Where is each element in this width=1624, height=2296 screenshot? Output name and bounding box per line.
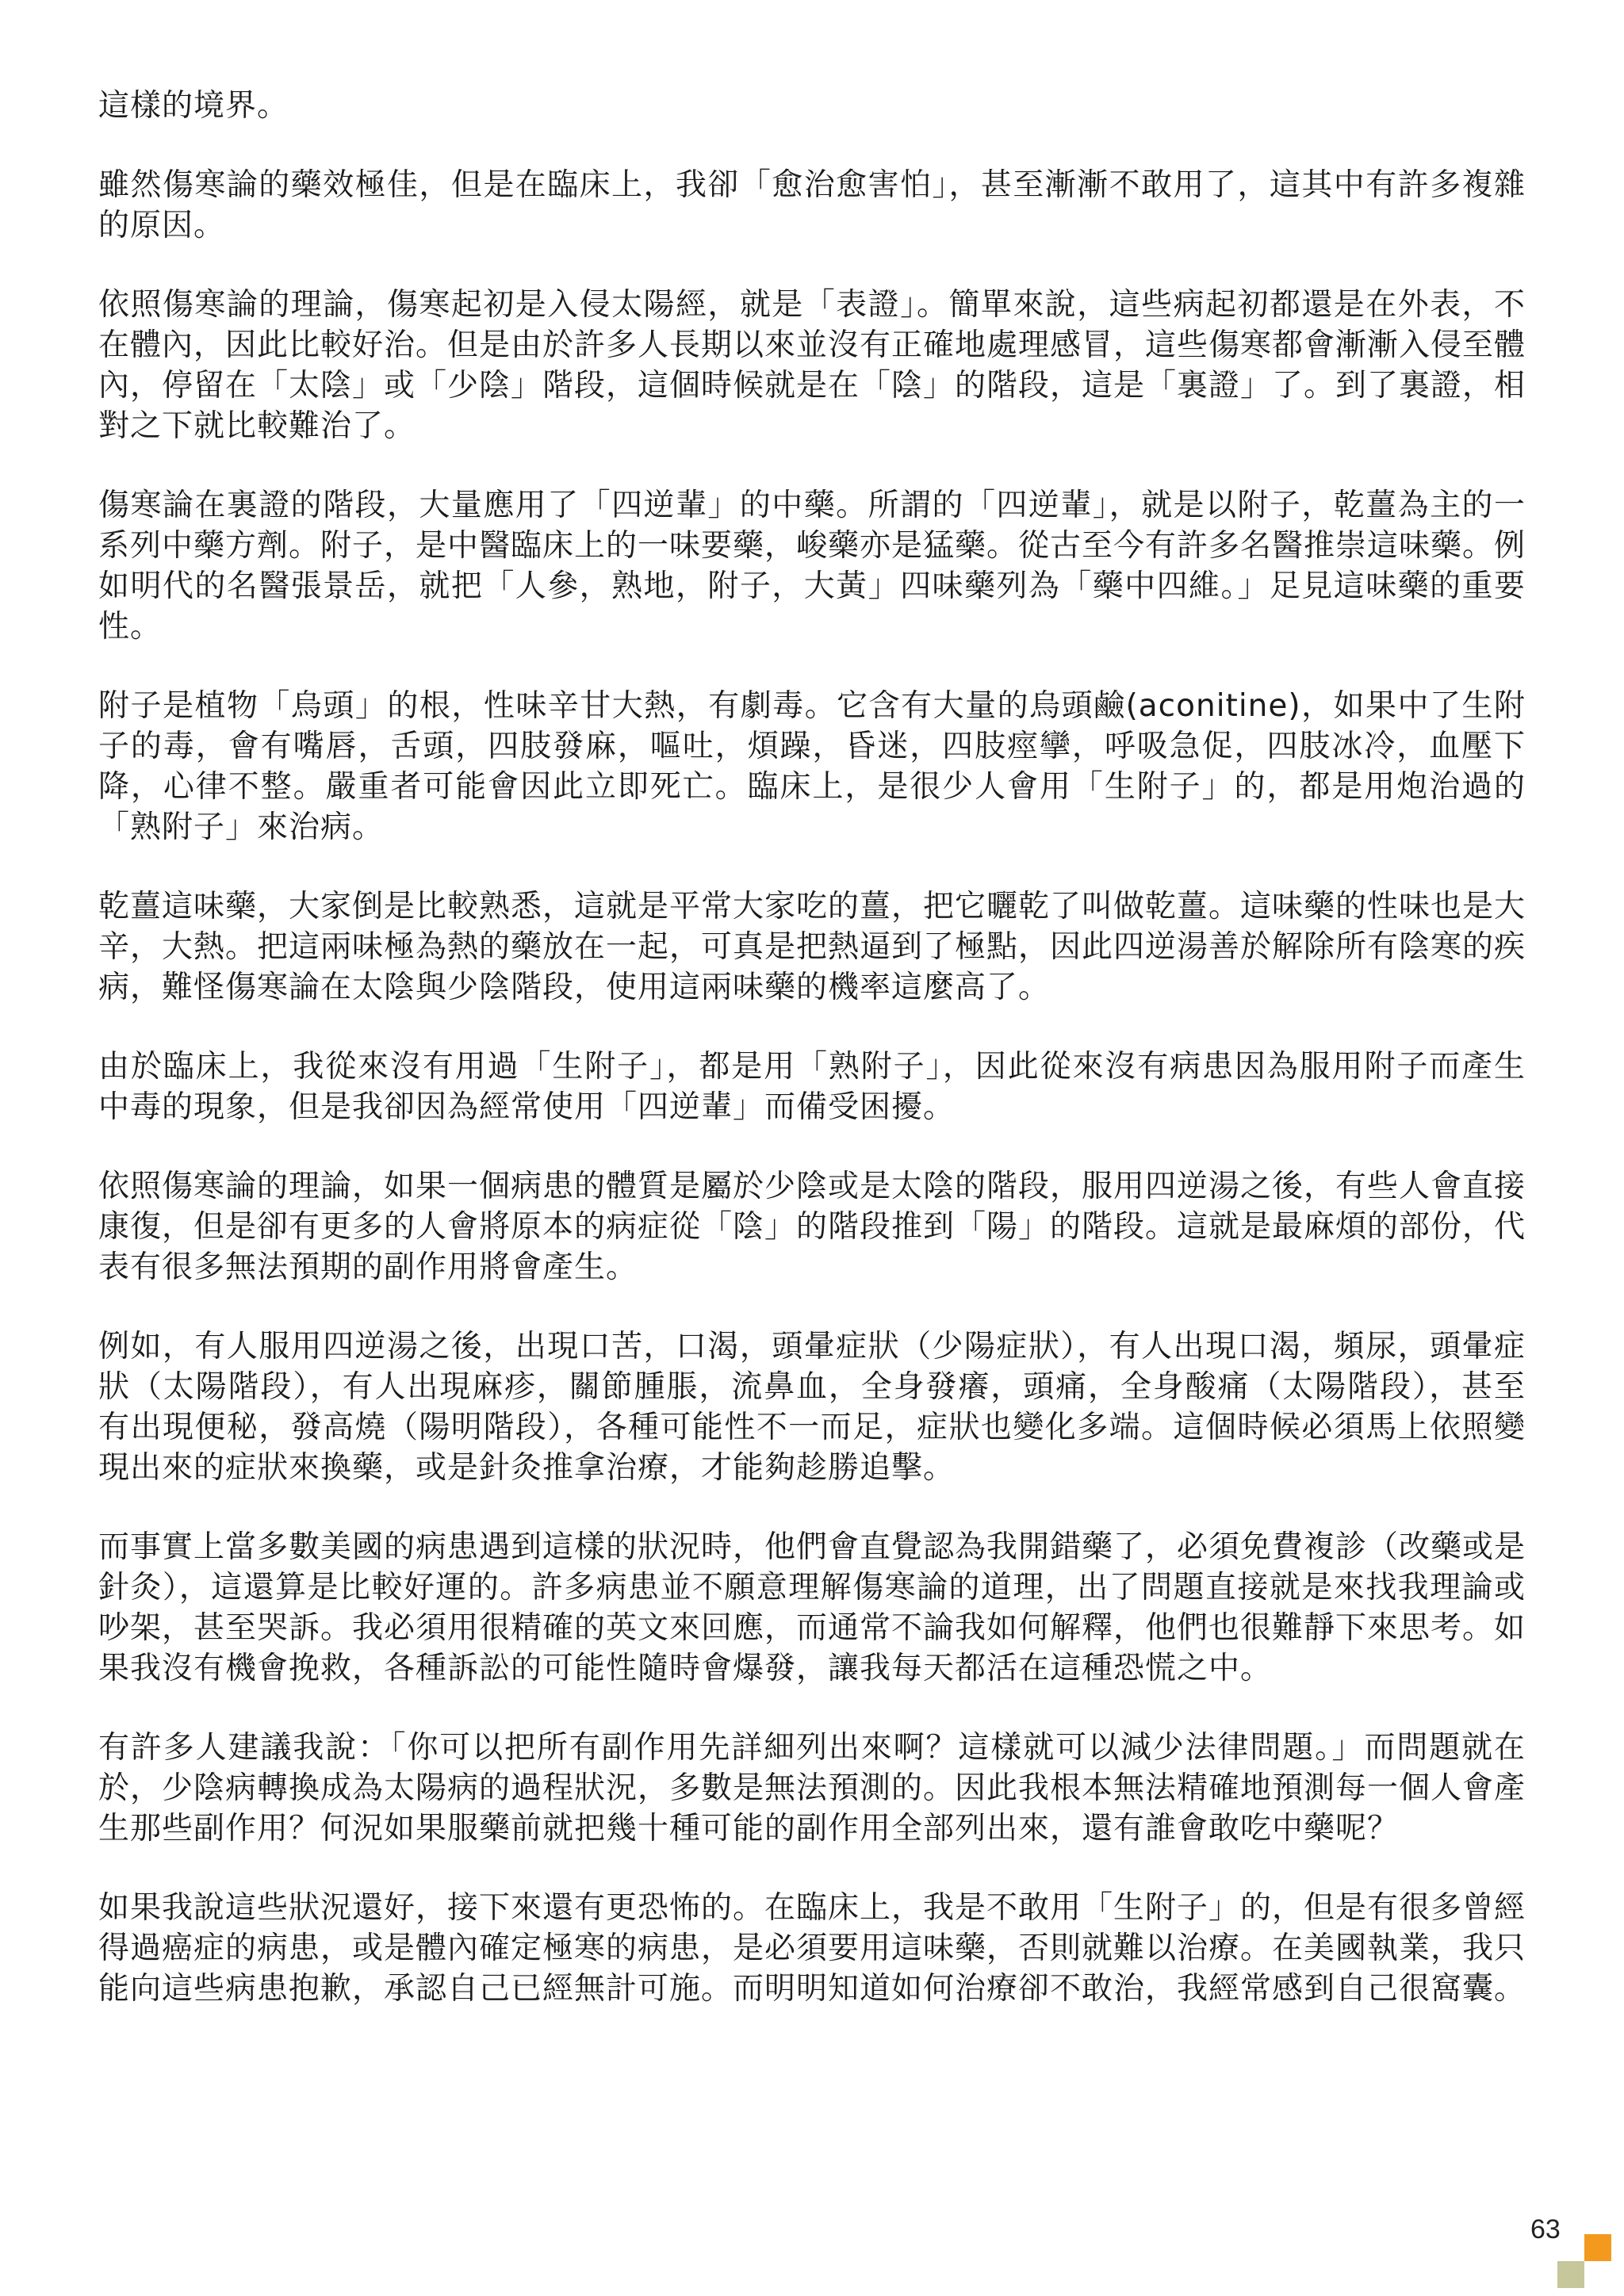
- paragraph: 附子是植物「烏頭」的根，性味辛甘大熱，有劇毒。它含有大量的烏頭鹼(aconitine)，如果中了生附子的毒，會有嘴唇，舌頭，四肢發麻，嘔吐，煩躁，昏迷，四肢痙攣，呼吸急促，四肢冰冷，血壓下降，心律不整。嚴重者可能會因此立即死亡。臨床上，是很少人會用「生附子」的，都是用炮治過的「熟附子」來治病。: [98, 688, 1526, 845]
- paragraph: 依照傷寒論的理論，傷寒起初是入侵太陽經，就是「表證」。簡單來說，這些病起初都還是在外表，不在體內，因此比較好治。但是由於許多人長期以來並沒有正確地處理感冒，這些傷寒都會漸漸入侵至體內，停留在「太陰」或「少陰」階段，這個時候就是在「陰」的階段，這是「裏證」了。到了裏證，相對之下就比較難治了。: [98, 287, 1526, 444]
- paragraph: 雖然傷寒論的藥效極佳，但是在臨床上，我卻「愈治愈害怕」，甚至漸漸不敢用了，這其中有許多複雜的原因。: [98, 167, 1526, 243]
- paragraph: 乾薑這味藥，大家倒是比較熟悉，這就是平常大家吃的薑，把它曬乾了叫做乾薑。這味藥的性味也是大辛，大熱。把這兩味極為熱的藥放在一起，可真是把熱逼到了極點，因此四逆湯善於解除所有陰寒的疾病，難怪傷寒論在太陰與少陰階段，使用這兩味藥的機率這麼高了。: [98, 889, 1526, 1005]
- paragraph: 而事實上當多數美國的病患遇到這樣的狀況時，他們會直覺認為我開錯藥了，必須免費複診（改藥或是針灸），這還算是比較好運的。許多病患並不願意理解傷寒論的道理，出了問題直接就是來找我理論或吵架，甚至哭訴。我必須用很精確的英文來回應，而通常不論我如何解釋，他們也很難靜下來思考。如果我沒有機會挽救，各種訴訟的可能性隨時會爆發，讓我每天都活在這種恐慌之中。: [98, 1529, 1526, 1686]
- page-number: 63: [1530, 2214, 1561, 2244]
- article-body: [98, 86, 1526, 2048]
- corner-square-olive: [1557, 2261, 1584, 2288]
- paragraph: 例如，有人服用四逆湯之後，出現口苦，口渴，頭暈症狀（少陽症狀），有人出現口渴，頻尿，頭暈症狀（太陽階段），有人出現麻疹，關節腫脹，流鼻血，全身發癢，頭痛，全身酸痛（太陽階段），甚至有出現便秘，發高燒（陽明階段），各種可能性不一而足，症狀也變化多端。這個時候必須馬上依照變現出來的症狀來換藥，或是針灸推拿治療，才能夠趁勝追擊。: [98, 1329, 1526, 1486]
- corner-square-orange: [1584, 2234, 1611, 2261]
- paragraph: 這樣的境界。: [98, 88, 289, 124]
- paragraph: 由於臨床上，我從來沒有用過「生附子」，都是用「熟附子」，因此從來沒有病患因為服用附子而產生中毒的現象，但是我卻因為經常使用「四逆輩」而備受困擾。: [98, 1049, 1526, 1125]
- paragraph: 如果我說這些狀況還好，接下來還有更恐怖的。在臨床上，我是不敢用「生附子」的，但是有很多曾經得過癌症的病患，或是體內確定極寒的病患，是必須要用這味藥，否則就難以治療。在美國執業，我只能向這些病患抱歉，承認自己已經無計可施。而明明知道如何治療卻不敢治，我經常感到自己很窩囊。: [98, 1890, 1526, 2007]
- paragraph: 依照傷寒論的理論，如果一個病患的體質是屬於少陰或是太陰的階段，服用四逆湯之後，有些人會直接康復，但是卻有更多的人會將原本的病症從「陰」的階段推到「陽」的階段。這就是最麻煩的部份，代表有很多無法預期的副作用將會產生。: [98, 1169, 1526, 1285]
- paragraph: 傷寒論在裏證的階段，大量應用了「四逆輩」的中藥。所謂的「四逆輩」，就是以附子，乾薑為主的一系列中藥方劑。附子，是中醫臨床上的一味要藥，峻藥亦是猛藥。從古至今有許多名醫推崇這味藥。例如明代的名醫張景岳，就把「人參，熟地，附子，大黃」四味藥列為「藥中四維。」足見這味藥的重要性。: [98, 488, 1526, 645]
- paragraph: 有許多人建議我說：「你可以把所有副作用先詳細列出來啊？這樣就可以減少法律問題。」而問題就在於，少陰病轉換成為太陽病的過程狀況，多數是無法預測的。因此我根本無法精確地預測每一個人會產生那些副作用？何況如果服藥前就把幾十種可能的副作用全部列出來，還有誰會敢吃中藥呢？: [98, 1730, 1526, 1846]
